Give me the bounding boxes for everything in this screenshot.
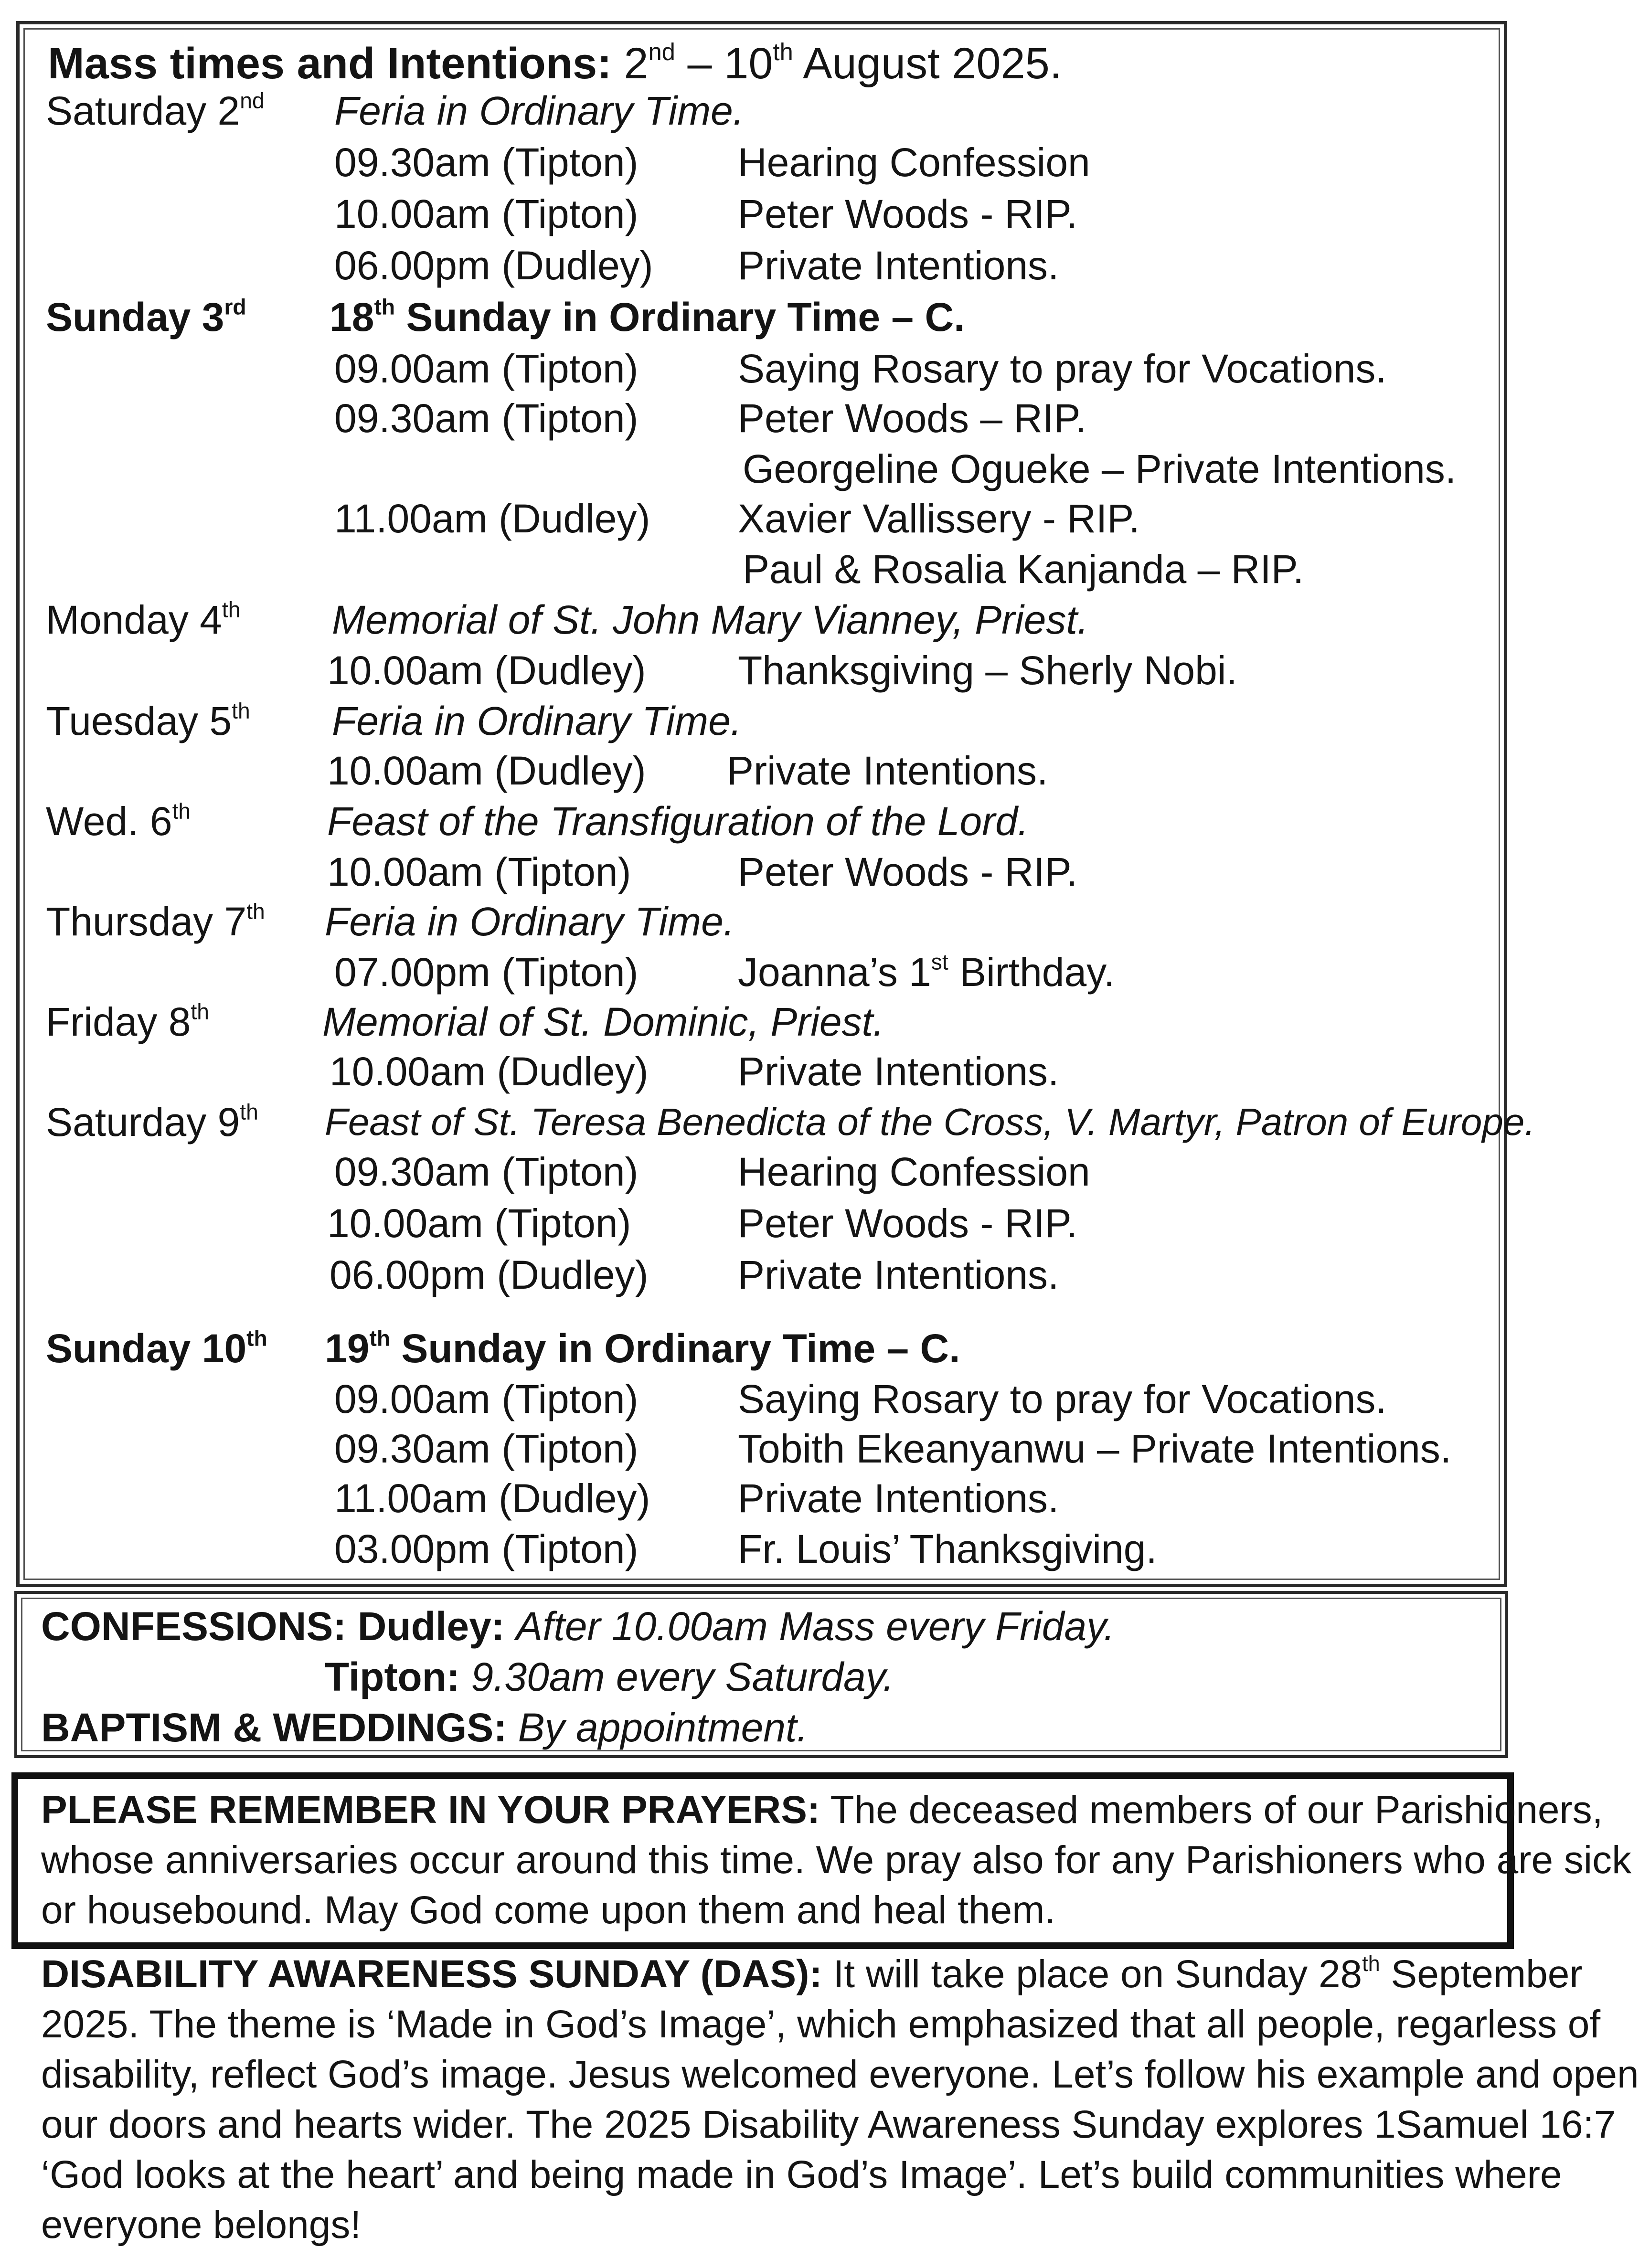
mass-time: 09.30am (Tipton) bbox=[334, 396, 639, 441]
day-description: Feria in Ordinary Time. bbox=[332, 699, 742, 743]
baptism-weddings-line: BAPTISM & WEDDINGS: By appointment. bbox=[41, 1705, 808, 1750]
day-label: Thursday 7th bbox=[46, 899, 265, 944]
day-label: Sunday 3rd bbox=[46, 294, 246, 339]
mass-time: 10.00am (Dudley) bbox=[327, 748, 646, 793]
confessions-tipton-line: Tipton: 9.30am every Saturday. bbox=[325, 1654, 894, 1699]
mass-time: 10.00am (Dudley) bbox=[330, 1049, 649, 1094]
mass-intention: Private Intentions. bbox=[727, 748, 1048, 793]
das-line-5: ‘God looks at the heart’ and being made in God’s Image’. Let’s build communities where bbox=[41, 2153, 1562, 2196]
mass-intention: Private Intentions. bbox=[738, 1049, 1059, 1094]
day-description: Feria in Ordinary Time. bbox=[334, 88, 745, 133]
prayers-line-2: whose anniversaries occur around this time. We pray also for any Parishioners who are sick bbox=[41, 1838, 1632, 1882]
mass-intention: Hearing Confession bbox=[738, 140, 1090, 185]
das-line-3: disability, reflect God’s image. Jesus welcomed everyone. Let’s follow his example and open bbox=[41, 2053, 1639, 2096]
mass-intention: Peter Woods – RIP. bbox=[738, 396, 1086, 441]
prayers-line-1: PLEASE REMEMBER IN YOUR PRAYERS: The deceased members of our Parishioners, bbox=[41, 1788, 1603, 1832]
das-line-1: DISABILITY AWARENESS SUNDAY (DAS): It will take place on Sunday 28th September bbox=[41, 1951, 1583, 1996]
day-description: Memorial of St. John Mary Vianney, Priest. bbox=[332, 597, 1089, 642]
mass-intention: Peter Woods - RIP. bbox=[738, 849, 1078, 894]
day-description: Memorial of St. Dominic, Priest. bbox=[322, 999, 884, 1044]
mass-time: 06.00pm (Dudley) bbox=[334, 243, 653, 288]
mass-intention: Georgeline Ogueke – Private Intentions. bbox=[743, 446, 1457, 491]
mass-heading bbox=[48, 32, 1062, 95]
day-description: Feast of St. Teresa Benedicta of the Cross, V. Martyr, Patron of Europe. bbox=[325, 1101, 1535, 1143]
mass-time: 11.00am (Dudley) bbox=[334, 496, 650, 541]
mass-intention: Thanksgiving – Sherly Nobi. bbox=[738, 648, 1237, 693]
day-label: Saturday 2nd bbox=[46, 88, 265, 133]
day-label: Tuesday 5th bbox=[46, 698, 250, 743]
day-label: Friday 8th bbox=[46, 999, 209, 1044]
mass-intention: Fr. Louis’ Thanksgiving. bbox=[738, 1526, 1157, 1571]
mass-time: 06.00pm (Dudley) bbox=[330, 1252, 649, 1297]
day-description: Feria in Ordinary Time. bbox=[325, 899, 735, 944]
day-description: 19th Sunday in Ordinary Time – C. bbox=[325, 1325, 960, 1371]
mass-heading-title: Mass times and Intentions: bbox=[48, 39, 612, 88]
confessions-dudley-line: CONFESSIONS: Dudley: After 10.00am Mass every Friday. bbox=[41, 1604, 1115, 1649]
mass-intention: Xavier Vallissery - RIP. bbox=[738, 496, 1140, 541]
mass-time: 09.30am (Tipton) bbox=[334, 1426, 639, 1471]
mass-time: 10.00am (Dudley) bbox=[327, 648, 646, 693]
mass-time: 09.30am (Tipton) bbox=[334, 1149, 639, 1194]
mass-time: 10.00am (Tipton) bbox=[334, 191, 639, 236]
mass-intention: Peter Woods - RIP. bbox=[738, 1201, 1078, 1246]
prayers-line-3: or housebound. May God come upon them and heal them. bbox=[41, 1888, 1056, 1932]
day-label: Monday 4th bbox=[46, 597, 241, 642]
mass-intention: Joanna’s 1st Birthday. bbox=[738, 949, 1115, 995]
mass-time: 03.00pm (Tipton) bbox=[334, 1526, 639, 1571]
mass-time: 10.00am (Tipton) bbox=[327, 849, 631, 894]
mass-intention: Peter Woods - RIP. bbox=[738, 191, 1078, 236]
mass-time: 10.00am (Tipton) bbox=[327, 1201, 631, 1246]
das-line-4: our doors and hearts wider. The 2025 Disability Awareness Sunday explores 1Samuel 16:7 bbox=[41, 2103, 1616, 2146]
mass-intention: Saying Rosary to pray for Vocations. bbox=[738, 1377, 1387, 1421]
das-line-6: everyone belongs! bbox=[41, 2203, 362, 2247]
day-description: 18th Sunday in Ordinary Time – C. bbox=[330, 294, 965, 339]
mass-intention: Hearing Confession bbox=[738, 1149, 1090, 1194]
mass-time: 09.00am (Tipton) bbox=[334, 1377, 639, 1421]
mass-intention: Private Intentions. bbox=[738, 1252, 1059, 1297]
mass-intention: Saying Rosary to pray for Vocations. bbox=[738, 346, 1387, 391]
mass-time: 09.00am (Tipton) bbox=[334, 346, 639, 391]
das-line-2: 2025. The theme is ‘Made in God’s Image’, which emphasized that all people, regarless of bbox=[41, 2003, 1601, 2046]
mass-intention: Tobith Ekeanyanwu – Private Intentions. bbox=[738, 1426, 1452, 1471]
mass-heading-date: 2nd – 10th August 2025. bbox=[624, 38, 1062, 88]
mass-time: 11.00am (Dudley) bbox=[334, 1476, 650, 1521]
day-description: Feast of the Transfiguration of the Lord. bbox=[327, 799, 1029, 844]
mass-intention: Private Intentions. bbox=[738, 243, 1059, 288]
mass-time: 07.00pm (Tipton) bbox=[334, 950, 639, 995]
mass-time: 09.30am (Tipton) bbox=[334, 140, 639, 185]
day-label: Saturday 9th bbox=[46, 1099, 258, 1145]
mass-intention: Paul & Rosalia Kanjanda – RIP. bbox=[743, 547, 1304, 592]
day-label: Sunday 10th bbox=[46, 1325, 267, 1371]
day-label: Wed. 6th bbox=[46, 798, 191, 844]
mass-intention: Private Intentions. bbox=[738, 1476, 1059, 1521]
